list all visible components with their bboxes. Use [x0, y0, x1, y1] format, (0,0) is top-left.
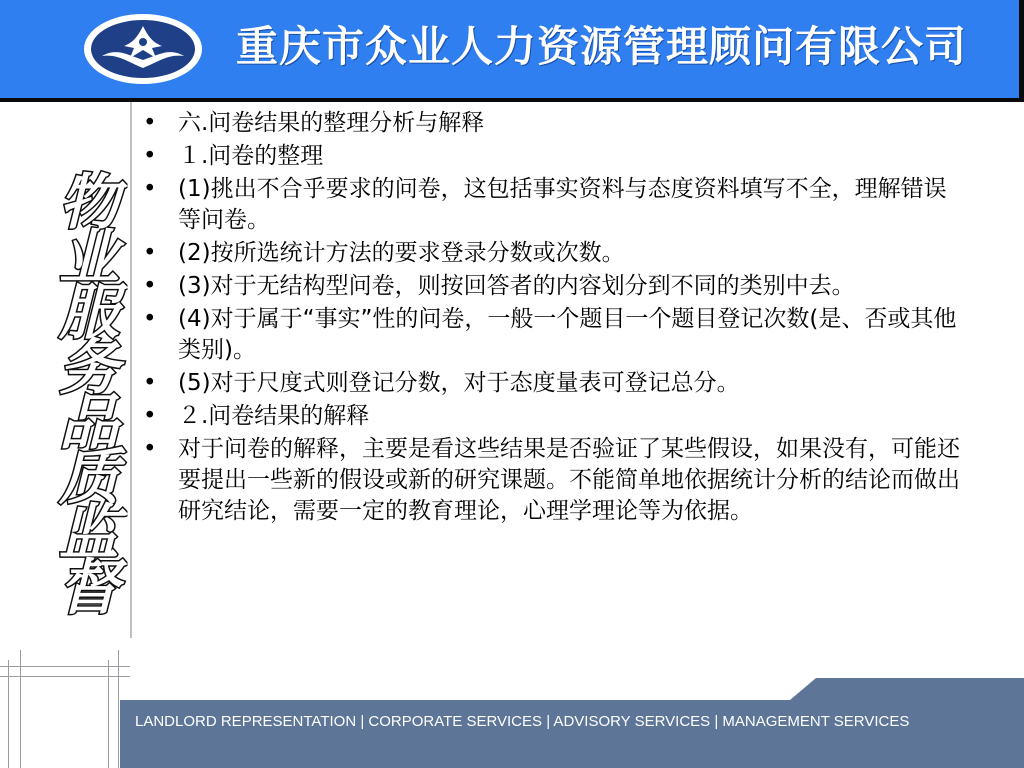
decor-line [0, 676, 130, 677]
list-item-text: 六.问卷结果的整理分析与解释 [178, 110, 485, 136]
bullet-list [140, 108, 960, 529]
list-item-text: (3)对于无结构型问卷，则按回答者的内容划分到不同的类别中去。 [178, 273, 855, 299]
bullet-icon: • [143, 370, 157, 396]
side-vertical-title: 物业服务品质监督 [49, 170, 119, 610]
list-item-text: (4)对于属于“事实”性的问卷，一般一个题目一个题目登记次数(是、否或其他类别)。 [178, 306, 957, 363]
company-logo-icon [82, 12, 204, 86]
list-item [140, 238, 960, 269]
bullet-icon: • [143, 240, 157, 266]
list-item [140, 141, 960, 172]
list-item [140, 401, 960, 432]
list-item-text: １.问卷的整理 [178, 143, 324, 169]
header-shadow [1019, 0, 1024, 102]
list-item-text: (2)按所选统计方法的要求登录分数或次数。 [178, 240, 625, 266]
sidebar-divider [130, 102, 132, 638]
list-item [140, 271, 960, 302]
list-item [140, 108, 960, 139]
header-divider [0, 98, 1024, 102]
list-item-text: 对于问卷的解释，主要是看这些结果是否验证了某些假设，如果没有，可能还要提出一些新的假设或新的研究课题。不能简单地依据统计分析的结论而做出研究结论，需要一定的教育理论，心理学理论等为依据。 [178, 436, 960, 524]
footer-services: LANDLORD REPRESENTATION | CORPORATE SERVICES | ADVISORY SERVICES | MANAGEMENT SERVICES [135, 713, 910, 730]
bullet-icon: • [143, 176, 157, 202]
bullet-icon: • [143, 436, 157, 462]
bullet-icon: • [143, 306, 157, 332]
list-item-text: ２.问卷结果的解释 [178, 403, 370, 429]
company-name: 重庆市众业人力资源管理顾问有限公司 [236, 22, 968, 71]
bullet-icon: • [143, 273, 157, 299]
bullet-icon: • [143, 143, 157, 169]
header-banner [0, 0, 1019, 98]
list-item-text: (5)对于尺度式则登记分数，对于态度量表可登记总分。 [178, 370, 740, 396]
bullet-icon: • [143, 403, 157, 429]
list-item-text: (1)挑出不合乎要求的问卷，这包括事实资料与态度资料填写不全，理解错误等问卷。 [178, 176, 947, 233]
decor-line [0, 666, 130, 667]
bullet-icon: • [143, 110, 157, 136]
list-item [140, 368, 960, 399]
list-item [140, 304, 960, 366]
list-item [140, 434, 960, 527]
list-item [140, 174, 960, 236]
